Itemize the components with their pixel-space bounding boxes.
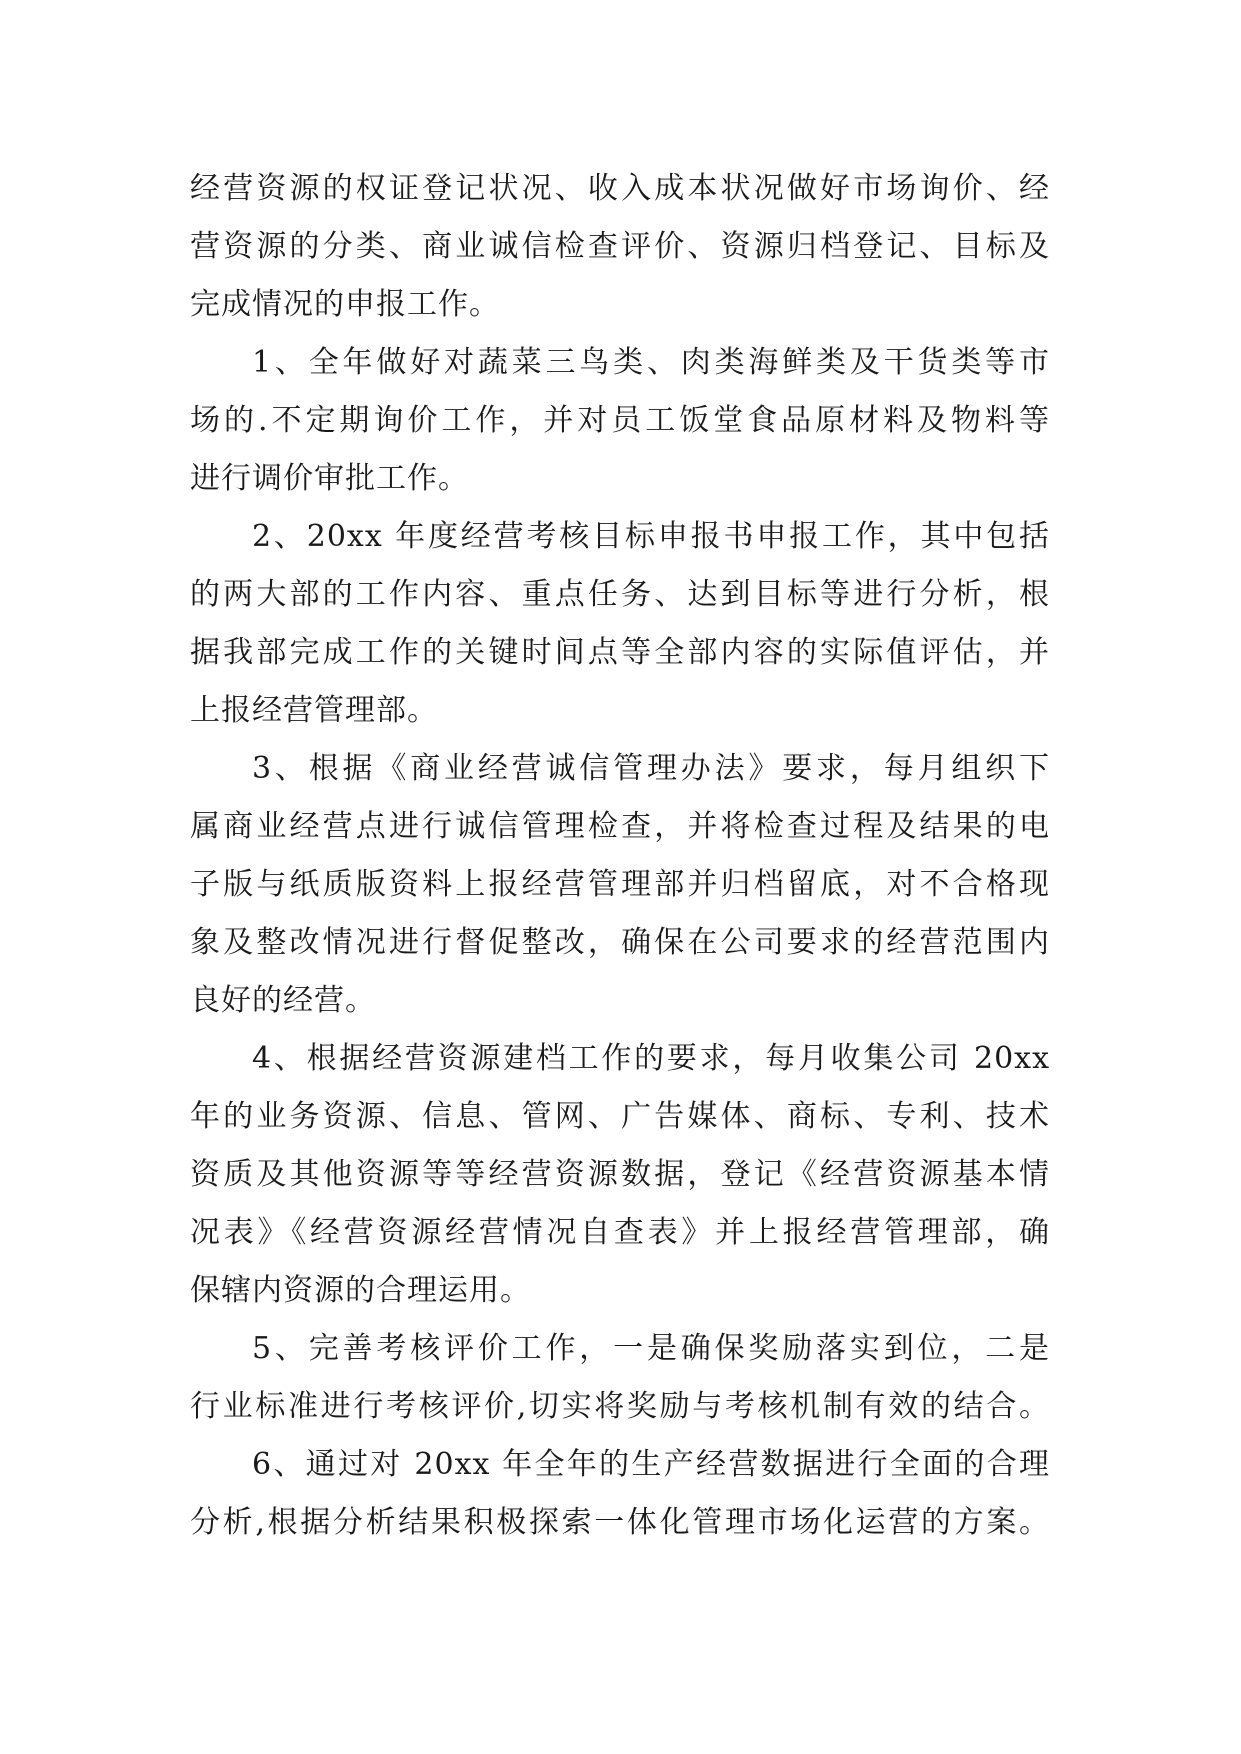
text-line: 保辖内资源的合理运用。 <box>190 1273 531 1308</box>
text-line: 进行调价审批工作。 <box>190 461 469 496</box>
text-line: 资质及其他资源等等经营资源数据，登记《经营资源基本情 <box>190 1157 1050 1192</box>
text-line: 行业标准进行考核评价,切实将奖励与考核机制有效的结合。 <box>190 1389 1050 1424</box>
paragraph <box>190 508 1050 740</box>
text-line: 5、完善考核评价工作，一是确保奖励落实到位，二是 <box>252 1331 1050 1366</box>
paragraph <box>190 334 1050 508</box>
text-line: 1、全年做好对蔬菜三鸟类、肉类海鲜类及干货类等市 <box>252 345 1050 380</box>
paragraph <box>190 1320 1050 1436</box>
text-line: 6、通过对 20xx 年全年的生产经营数据进行全面的合理 <box>252 1447 1050 1482</box>
paragraph <box>190 1030 1050 1320</box>
text-line: 场的.不定期询价工作，并对员工饭堂食品原材料及物料等 <box>190 403 1050 438</box>
text-line: 分析,根据分析结果积极探索一体化管理市场化运营的方案。 <box>190 1505 1050 1540</box>
document-body <box>190 160 1050 1552</box>
text-line: 象及整改情况进行督促整改，确保在公司要求的经营范围内 <box>190 925 1050 960</box>
paragraph <box>190 740 1050 1030</box>
text-line: 良好的经营。 <box>190 983 376 1018</box>
text-line: 3、根据《商业经营诚信管理办法》要求，每月组织下 <box>252 751 1050 786</box>
text-line: 营资源的分类、商业诚信检查评价、资源归档登记、目标及 <box>190 229 1050 264</box>
paragraph <box>190 1436 1050 1552</box>
text-line: 年的业务资源、信息、管网、广告媒体、商标、专利、技术 <box>190 1099 1050 1134</box>
text-line: 完成情况的申报工作。 <box>190 287 500 322</box>
text-line: 经营资源的权证登记状况、收入成本状况做好市场询价、经 <box>190 171 1050 206</box>
text-line: 据我部完成工作的关键时间点等全部内容的实际值评估，并 <box>190 635 1050 670</box>
text-line: 子版与纸质版资料上报经营管理部并归档留底，对不合格现 <box>190 867 1050 902</box>
text-line: 4、根据经营资源建档工作的要求，每月收集公司 20xx <box>252 1041 1050 1076</box>
paragraph <box>190 160 1050 334</box>
text-line: 况表》《经营资源经营情况自查表》并上报经营管理部，确 <box>190 1215 1050 1250</box>
text-line: 上报经营管理部。 <box>190 693 438 728</box>
text-line: 属商业经营点进行诚信管理检查，并将检查过程及结果的电 <box>190 809 1050 844</box>
text-line: 2、20xx 年度经营考核目标申报书申报工作，其中包括 <box>252 519 1050 554</box>
text-line: 的两大部的工作内容、重点任务、达到目标等进行分析，根 <box>190 577 1050 612</box>
